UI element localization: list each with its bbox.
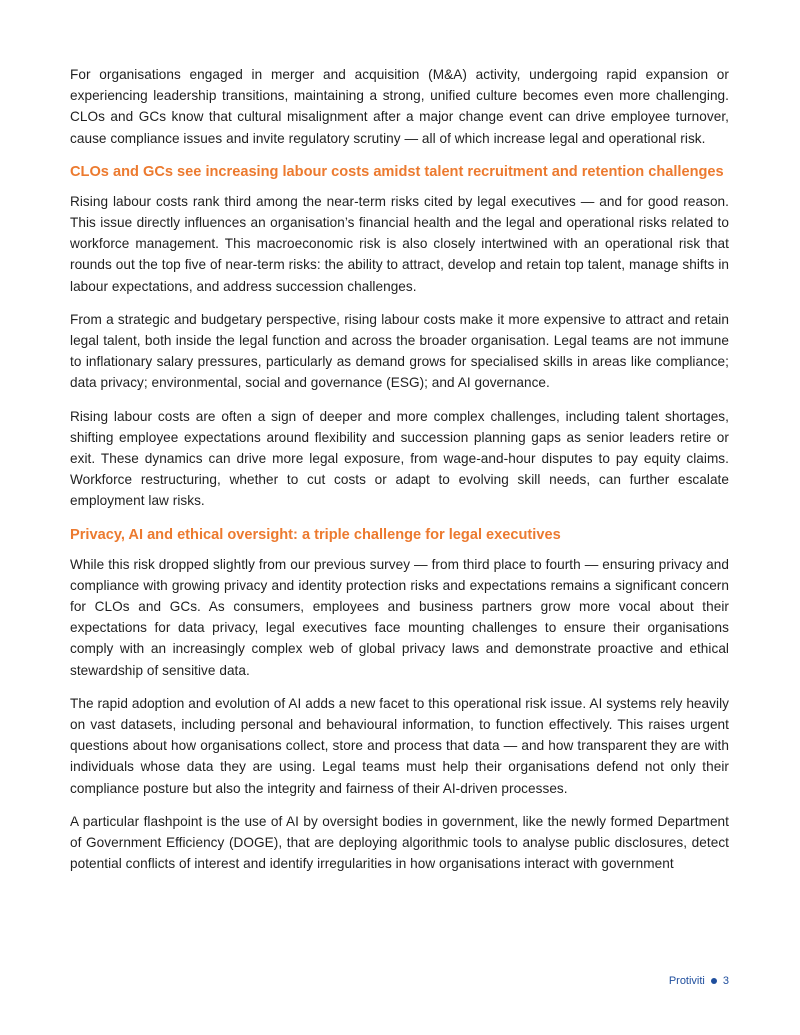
labour-costs-paragraph-3: Rising labour costs are often a sign of deeper and more complex challenges, including talent shortages, shifting employee expectations around flexibility and succession planning gaps as senior leaders retire or exit. These dynamics can drive more legal exposure, from wage-and-hour disputes to pay equity claims. Workforce restructuring, whether to cut costs or adapt to evolving skill needs, can further escalate employment law risks.: [70, 408, 729, 509]
intro-paragraph: For organisations engaged in merger and acquisition (M&A) activity, undergoing rapid expansion or experiencing leadership transitions, maintaining a strong, unified culture becomes even more challenging. CLOs and GCs know that cultural misalignment after a major change event can drive employee turnover, cause compliance issues and invite regulatory scrutiny — all of which increase legal and operational risk.: [70, 67, 729, 146]
page-number: 3: [722, 975, 729, 987]
privacy-ai-paragraph-1: While this risk dropped slightly from our previous survey — from third place to fourth — ensuring privacy and compliance with growing privacy and identity protection risks and expectations remains a significant concern for CLOs and GCs. As consumers, employees and business partners grow more vocal about their expectations for data privacy, legal executives face mounting challenges to ensure their organisations comply with an increasingly complex web of global privacy laws and demonstrate proactive and ethical stewardship of sensitive data.: [70, 556, 729, 678]
section-heading-labour-costs: CLOs and GCs see increasing labour costs amidst talent recruitment and retention challenges: [70, 163, 724, 180]
section-heading-privacy-ai: Privacy, AI and ethical oversight: a triple challenge for legal executives: [70, 526, 561, 543]
footer-brand: Protiviti: [668, 975, 705, 987]
bullet-dot-icon: [711, 978, 717, 984]
page-footer: [669, 975, 729, 987]
document-page: [70, 64, 729, 887]
privacy-ai-paragraph-3: A particular flashpoint is the use of AI by oversight bodies in government, like the newly formed Department of Government Efficiency (DOGE), that are deploying algorithmic tools to analyse public disclosures, detect potential conflicts of interest and identify irregularities in how organisations interact with government: [70, 813, 729, 872]
privacy-ai-paragraph-2: The rapid adoption and evolution of AI adds a new facet to this operational risk issue. AI systems rely heavily on vast datasets, including personal and behavioural information, to function effectively. This raises urgent questions about how organisations collect, store and process that data — and how transparent they are with individuals whose data they are using. Legal teams must help their organisations defend not only their compliance posture but also the integrity and fairness of their AI-driven processes.: [70, 695, 729, 796]
labour-costs-paragraph-2: From a strategic and budgetary perspective, rising labour costs make it more expensive to attract and retain legal talent, both inside the legal function and across the broader organisation. Legal teams are not immune to inflationary salary pressures, particularly as demand grows for specialised skills in areas like compliance; data privacy; environmental, social and governance (ESG); and AI governance.: [70, 311, 729, 391]
labour-costs-paragraph-1: Rising labour costs rank third among the near-term risks cited by legal executives — and for good reason. This issue directly influences an organisation’s financial health and the legal and operational risks related to workforce management. This macroeconomic risk is also closely intertwined with an operational risk that rounds out the top five of near-term risks: the ability to attract, develop and retain top talent, manage shifts in labour expectations, and address succession challenges.: [70, 193, 729, 294]
